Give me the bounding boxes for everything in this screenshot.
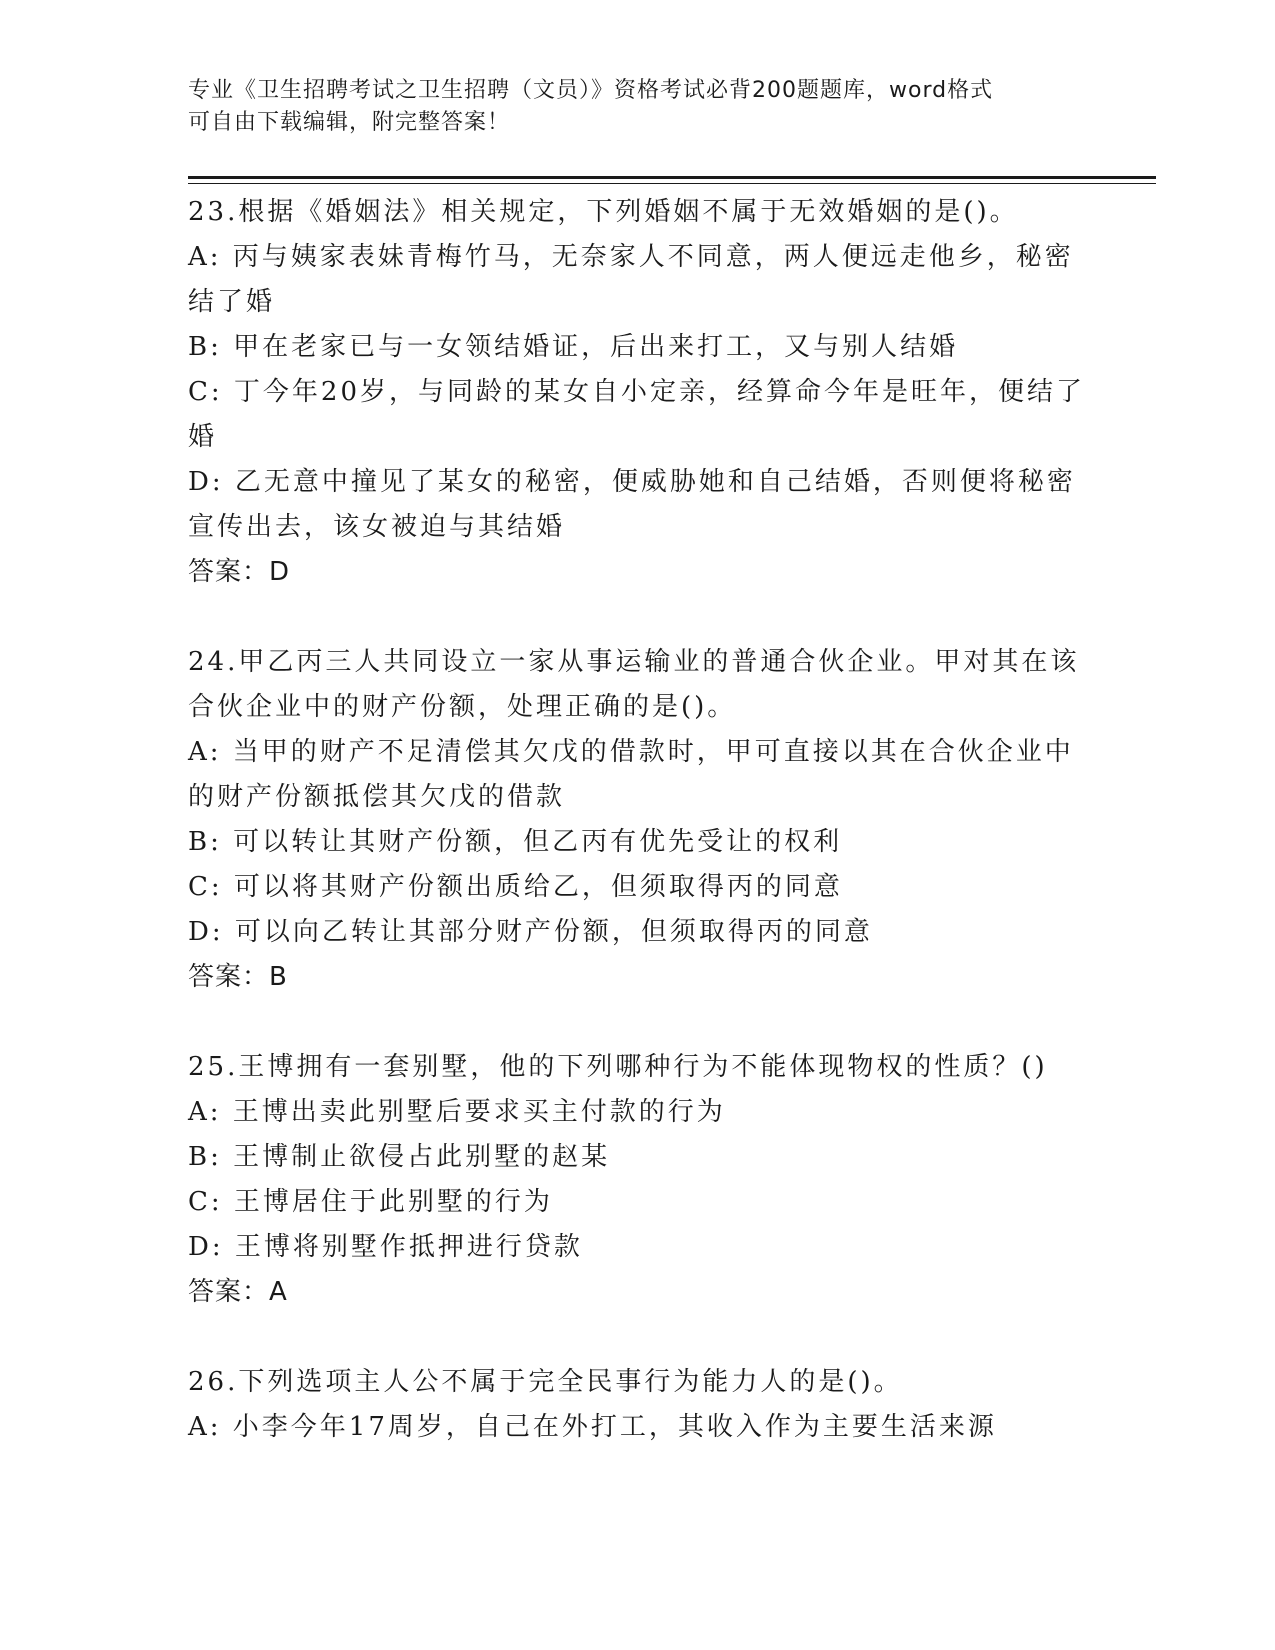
question-stem: 25.王博拥有一套别墅，他的下列哪种行为不能体现物权的性质？() <box>188 1052 1048 1082</box>
option-a: A: 王博出卖此别墅后要求买主付款的行为 <box>188 1097 726 1127</box>
header-line-2: 可自由下载编辑，附完整答案！ <box>188 110 511 135</box>
question-stem: 23.根据《婚姻法》相关规定，下列婚姻不属于无效婚姻的是()。 <box>188 197 1019 227</box>
option-d: D: 王博将别墅作抵押进行贷款 <box>188 1232 583 1262</box>
option-c: C: 丁今年20岁，与同龄的某女自小定亲，经算命今年是旺年，便结了婚 <box>188 377 1086 452</box>
question-gap <box>188 595 1088 640</box>
question-gap <box>188 1000 1088 1045</box>
header-line-1: 专业《卫生招聘考试之卫生招聘（文员）》资格考试必背200题题库，word格式 <box>188 78 994 103</box>
header-rule-thin <box>188 183 1156 184</box>
document-header <box>188 75 1068 139</box>
option-d: D: 乙无意中撞见了某女的秘密，便威胁她和自己结婚，否则便将秘密宣传出去，该女被迫与其结婚 <box>188 467 1076 542</box>
question-stem: 24.甲乙丙三人共同设立一家从事运输业的普通合伙企业。甲对其在该合伙企业中的财产份额，处理正确的是()。 <box>188 647 1080 722</box>
option-a: A: 小李今年17周岁，自己在外打工，其收入作为主要生活来源 <box>188 1412 997 1442</box>
option-b: B: 可以转让其财产份额，但乙丙有优先受让的权利 <box>188 827 843 857</box>
header-rule-thick <box>188 176 1156 179</box>
answer-line: 答案：A <box>188 1277 288 1307</box>
option-c: C: 王博居住于此别墅的行为 <box>188 1187 553 1217</box>
option-b: B: 甲在老家已与一女领结婚证，后出来打工，又与别人结婚 <box>188 332 959 362</box>
option-c: C: 可以将其财产份额出质给乙，但须取得丙的同意 <box>188 872 843 902</box>
answer-line: 答案：D <box>188 557 291 587</box>
question-stem: 26.下列选项主人公不属于完全民事行为能力人的是()。 <box>188 1367 903 1397</box>
option-a: A: 当甲的财产不足清偿其欠戊的借款时，甲可直接以其在合伙企业中的财产份额抵偿其欠戊的借款 <box>188 737 1074 812</box>
option-d: D: 可以向乙转让其部分财产份额，但须取得丙的同意 <box>188 917 873 947</box>
question-23 <box>188 190 1088 595</box>
question-26 <box>188 1360 1088 1450</box>
question-25 <box>188 1045 1088 1315</box>
question-list <box>188 190 1088 1450</box>
answer-line: 答案：B <box>188 962 288 992</box>
option-a: A: 丙与姨家表妹青梅竹马，无奈家人不同意，两人便远走他乡，秘密结了婚 <box>188 242 1074 317</box>
question-gap <box>188 1315 1088 1360</box>
question-24 <box>188 640 1088 1000</box>
option-b: B: 王博制止欲侵占此别墅的赵某 <box>188 1142 611 1172</box>
